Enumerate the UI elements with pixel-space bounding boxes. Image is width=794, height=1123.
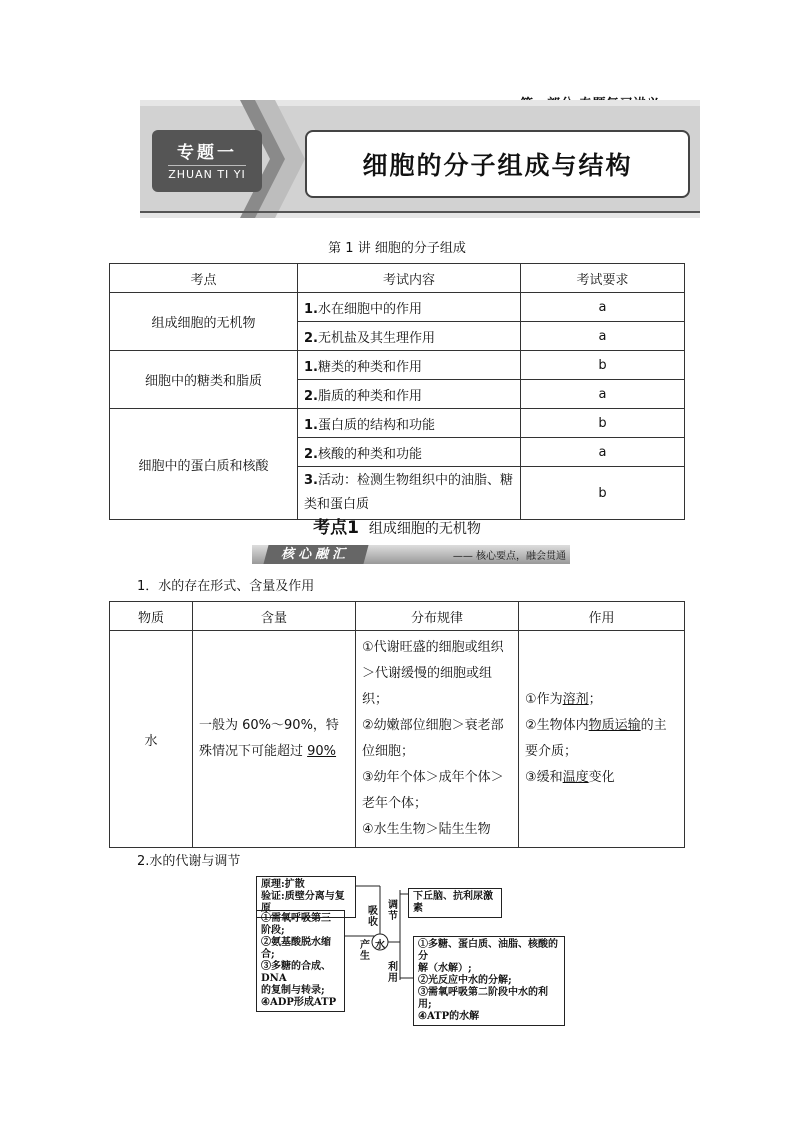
box-line: ④ADP形成ATP — [261, 997, 337, 1008]
req-cell: a — [521, 293, 685, 322]
regulate-box: 下丘脑、抗利尿激素 — [408, 888, 502, 918]
table-header-row — [110, 264, 685, 293]
table-row — [110, 351, 685, 380]
dist-item: ②幼嫩部位细胞＞衰老部位细胞； — [362, 718, 504, 759]
produce-label: 产生 — [360, 940, 370, 962]
water-diagram — [250, 870, 570, 1022]
table-row — [110, 293, 685, 322]
content-underlined: 90% — [307, 744, 337, 759]
water-table — [109, 601, 685, 848]
content-cell — [298, 322, 521, 351]
dist-item: ④水生生物＞陆生生物 — [362, 822, 491, 837]
role-item — [525, 765, 678, 791]
table-row — [110, 409, 685, 438]
substance-cell: 水 — [110, 631, 193, 848]
section-heading: 1．水的存在形式、含量及作用 — [137, 579, 315, 594]
table-row — [110, 631, 685, 848]
table-header-row — [110, 602, 685, 631]
role-text: ③缓和 — [525, 770, 563, 785]
item-number: 1. — [304, 301, 318, 317]
tab-title-cn: 专题一 — [177, 143, 237, 163]
item-number: 2. — [304, 446, 318, 462]
box-line: 原理:扩散 — [261, 879, 305, 890]
role-text: 变化 — [588, 770, 615, 785]
core-label: 核心融汇 — [263, 545, 368, 564]
box-line: 的复制与转录; — [261, 985, 325, 996]
role-cell — [519, 631, 685, 848]
dist-item: ①代谢旺盛的细胞或组织＞代谢缓慢的细胞或组织； — [362, 640, 504, 707]
header-cell: 考试要求 — [521, 264, 685, 293]
core-banner — [252, 545, 570, 564]
role-text: ②生物体内 — [525, 718, 589, 733]
content-cell — [298, 409, 521, 438]
kaodian-heading — [0, 513, 794, 538]
content-cell — [298, 467, 521, 520]
req-cell: a — [521, 438, 685, 467]
distribution-cell — [356, 631, 519, 848]
role-underlined: 物质运输 — [588, 718, 641, 733]
lecture-title: 第 1 讲 细胞的分子组成 — [328, 241, 466, 256]
box-line: ③需氧呼吸第二阶段中水的利用; — [418, 987, 548, 1010]
box-line: ①多糖、蛋白质、油脂、核酸的分 — [418, 939, 558, 962]
role-item — [525, 713, 678, 765]
topic-tab — [152, 130, 262, 192]
use-label: 利用 — [388, 962, 398, 984]
item-number: 1. — [304, 417, 318, 433]
box-line: 解（水解）; — [418, 963, 472, 974]
box-line: ③多糖的合成、DNA — [261, 961, 331, 984]
box-line: 验证:质壁分离与复原 — [261, 891, 345, 914]
content-cell — [298, 438, 521, 467]
req-cell: b — [521, 351, 685, 380]
section-heading: 2.水的代谢与调节 — [137, 854, 241, 869]
item-text: 蛋白质的结构和功能 — [317, 417, 435, 433]
content-cell — [298, 380, 521, 409]
req-cell: b — [521, 467, 685, 520]
content-cell — [298, 351, 521, 380]
kaodian-title: 组成细胞的无机物 — [368, 521, 481, 537]
role-underlined: 溶剂 — [562, 692, 589, 707]
box-line: ④ATP的水解 — [418, 1011, 480, 1022]
item-text: 脂质的种类和作用 — [317, 388, 422, 404]
chapter-title: 细胞的分子组成与结构 — [305, 130, 690, 198]
box-line: ①需氧呼吸第三阶段; — [261, 913, 331, 936]
content-cell — [193, 631, 356, 848]
topic-cell: 细胞中的蛋白质和核酸 — [110, 409, 298, 520]
req-cell: a — [521, 380, 685, 409]
header-cell: 考点 — [110, 264, 298, 293]
regulate-label: 调节 — [388, 900, 398, 922]
use-box — [413, 936, 565, 1026]
item-text: 水在细胞中的作用 — [317, 301, 422, 317]
header-cell: 作用 — [519, 602, 685, 631]
header-cell: 考试内容 — [298, 264, 521, 293]
exam-table — [109, 263, 685, 520]
absorb-label: 吸收 — [368, 906, 378, 928]
header-cell: 物质 — [110, 602, 193, 631]
box-line: ②光反应中水的分解; — [418, 975, 512, 986]
content-cell — [298, 293, 521, 322]
topic-cell: 组成细胞的无机物 — [110, 293, 298, 351]
role-text: ； — [588, 692, 602, 707]
role-underlined: 温度 — [562, 770, 589, 785]
role-text: 的主要介质； — [525, 718, 667, 759]
item-number: 2. — [304, 388, 318, 404]
item-text: 糖类的种类和作用 — [317, 359, 422, 375]
header-cell: 分布规律 — [356, 602, 519, 631]
kaodian-label: 考点1 — [313, 518, 359, 538]
req-cell: a — [521, 322, 685, 351]
role-text: ①作为 — [525, 692, 563, 707]
dist-item: ③幼年个体＞成年个体＞老年个体； — [362, 770, 504, 811]
center-water: 水 — [375, 940, 385, 951]
item-number: 1. — [304, 359, 318, 375]
item-text: 活动：检测生物组织中的油脂、糖类和蛋白质 — [304, 473, 513, 512]
item-text: 无机盐及其生理作用 — [317, 330, 435, 346]
produce-box — [256, 910, 345, 1012]
core-subtitle: —— 核心要点，融会贯通 — [452, 551, 566, 562]
topic-cell: 细胞中的糖类和脂质 — [110, 351, 298, 409]
role-item — [525, 687, 678, 713]
item-number: 2. — [304, 330, 318, 346]
req-cell: b — [521, 409, 685, 438]
header-cell: 含量 — [193, 602, 356, 631]
tab-title-en: ZHUAN TI YI — [168, 165, 246, 181]
item-number: 3. — [304, 473, 318, 488]
content-text: 一般为 60%～90%，特殊情况下可能超过 — [199, 718, 339, 759]
box-line: ②氨基酸脱水缩合; — [261, 937, 331, 960]
item-text: 核酸的种类和功能 — [317, 446, 422, 462]
